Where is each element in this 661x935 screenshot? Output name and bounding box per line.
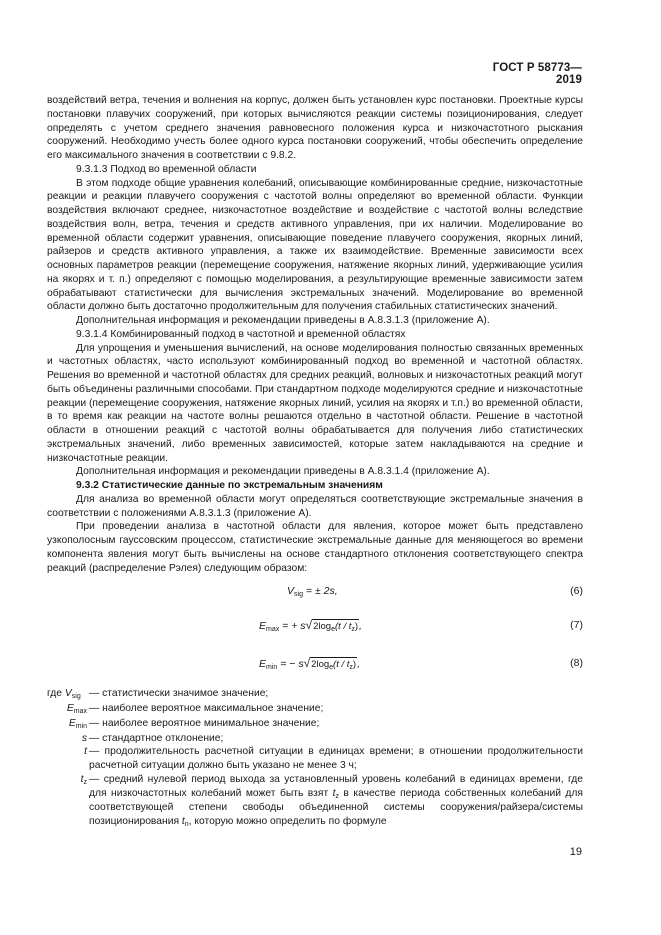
document-body: [47, 94, 583, 830]
formula-lhs: V: [287, 585, 295, 598]
paragraph: воздействий ветра, течения и волнения на корпус, должен быть установлен курс постановки. Проектные курсы постановки плавучих сооружений, при которых вычисляются реакции системы позиционирования, следует определять с учетом среднего значения равновесного положения курса и низкочастотного рыскания сооружений. Необходимо учесть более одного курса постановки сооружений, чтобы обеспечить определение его максимального значения в соответствии с 9.8.2.: [47, 95, 583, 161]
where-desc: — стандартное отклонение;: [89, 732, 224, 744]
where-item: s — стандартное отклонение;: [47, 732, 583, 746]
formula-rhs: = + s: [282, 620, 306, 633]
formula-number: (6): [570, 585, 583, 598]
where-item: где Vsig — статистически значимое значение;: [47, 687, 583, 702]
where-desc: — статистически значимое значение;: [89, 688, 269, 700]
where-item: tz — средний нулевой период выхода за установленный уровень колебаний в единицах времени, где для низкочастотных колебаний может быть взят tz в качестве периода собственных колебаний для соответствующей степени свободы объединенной системы сооружения/райзера/системы позиционирования tn, которую можно определить по формуле: [80, 773, 583, 828]
paragraph: Дополнительная информация и рекомендации приведены в А.8.3.1.3 (приложение А).: [76, 315, 490, 326]
formula-8: Emin = − $s√2\log_e(t / t_z)$, (8): [259, 656, 583, 672]
section-heading: 9.3.2 Статистические данные по экстремальным значениям: [76, 480, 383, 491]
where-desc: — средний нулевой период выхода за установленный уровень колебаний в единицах времени, где для низкочастотных колебаний может быть взят tz в качестве периода собственных колебаний для соответствующей степени свободы объединенной системы сооружения/райзера/системы позиционирования tn, которую можно определить по формуле: [89, 773, 583, 828]
where-desc: — продолжительность расчетной ситуации в единицах времени; в отношении продолжительности расчетной ситуации должно быть указано не менее 3 ч;: [89, 746, 583, 771]
where-desc: — наиболее вероятное максимальное значение;: [89, 703, 324, 714]
formula-lhs: E: [259, 620, 267, 633]
formula-lhs-sub: max: [266, 626, 280, 634]
paragraph: При проведении анализа в частотной области для явления, которое может быть представлено узкополосным гауссовским процессом, статистические экстремальные данные для меняющегося во времени компонента явления могут быть вычислены на основе стандартного отклонения соответствующего спектра реакций (распределение Рэлея) следующим образом:: [47, 521, 583, 574]
section-heading: 9.3.1.3 Подход во временной области: [76, 163, 257, 175]
where-item: Emax — наиболее вероятное максимальное значение;: [47, 702, 583, 717]
where-item: Emin — наиболее вероятное минимальное значение;: [47, 717, 583, 732]
where-lead: где: [47, 688, 63, 700]
paragraph: Для упрощения и уменьшения вычислений, на основе моделирования полностью связанных временных и частотных областях, часто используют комбинированный подход во временной и частотной областях. Решения во временной и частотной областях для средних реакций, волновых и низкочастотных реакций могут быть объединены различными способами. При стандартном подходе моделируются средние и низкочастотные реакции (перемещение сооружения, натяжение якорных линий, усилия на якорях и т.п.) во временной области, в то время как реакции на частоте волны решаются отдельно в частотной области. Решение в частотной области в отношении реакций с частотой волны обрабатывается для получения либо статистических экстремальных значений, либо временных зависимостей, которые затем накладываются на средние и низкочастотные реакции.: [47, 342, 583, 464]
radical-sign: √: [305, 618, 313, 633]
where-list: [47, 687, 583, 830]
formula-6: [47, 585, 583, 601]
radical-sign: √: [303, 656, 311, 671]
paragraph: Для анализа во временной области могут определяться соответствующие экстремальные значения в соответствии с положениями А.8.3.1.3 (приложение А).: [47, 493, 583, 519]
paragraph: В этом подходе общие уравнения колебаний, описывающие комбинированные средние, низкочастотные реакции и реакции плавучего сооружения с частотой волны определяют во временной области. Функции воздействия включают среднее, низкочастотное воздействие и воздействие с частотой волны вследствие воздействия волн, ветра, течения и средств активного управления, при их наличии. Моделирование во временной области содержит уравнения, описывающие поведение плавучего сооружения, якорных линий, райзеров и средств активного управления, а также их взаимодействие. Временные зависимости всех основных параметров реакции (перемещение сооружения, натяжение якорных линий, удерживающие усилия на якорях и т. п.) определяют с помощью моделирования, а результирующие временные зависимости затем обрабатывают статистически для вычисления экстремальных значений. Моделирование во временной области должно быть достаточно продолжительным для получения стабильных статистических значений.: [47, 177, 583, 313]
formula-rhs: = ± 2s,: [305, 585, 338, 598]
formula-lhs: E: [259, 658, 267, 671]
formula-7: Emax = + $s√2\log_e(t / t_z)$, (7): [259, 618, 583, 634]
section-heading: 9.3.1.4 Комбинированный подход в частотной и временной областях: [76, 328, 406, 340]
formula-rhs: = − s: [280, 658, 304, 671]
page-number: 19: [569, 846, 582, 858]
where-desc: — наиболее вероятное минимальное значение;: [89, 717, 320, 729]
radicand: $2\log_e(t / t_z)$: [311, 659, 357, 672]
radicand: $2\log_e(t / t_z)$: [313, 621, 359, 634]
formula-lhs-sub: sig: [294, 591, 303, 599]
paragraph: Дополнительная информация и рекомендации приведены в А.8.3.1.4 (приложение А).: [76, 466, 490, 478]
formula-number: (7): [570, 619, 583, 632]
standard-header: ГОСТ Р 58773—2019: [492, 62, 582, 86]
formula-number: (8): [570, 657, 583, 670]
formula-lhs-sub: min: [266, 664, 278, 672]
where-item: t — продолжительность расчетной ситуации в единицах времени; в отношении продолжительности расчетной ситуации должно быть указано не менее 3 ч;: [84, 746, 583, 771]
